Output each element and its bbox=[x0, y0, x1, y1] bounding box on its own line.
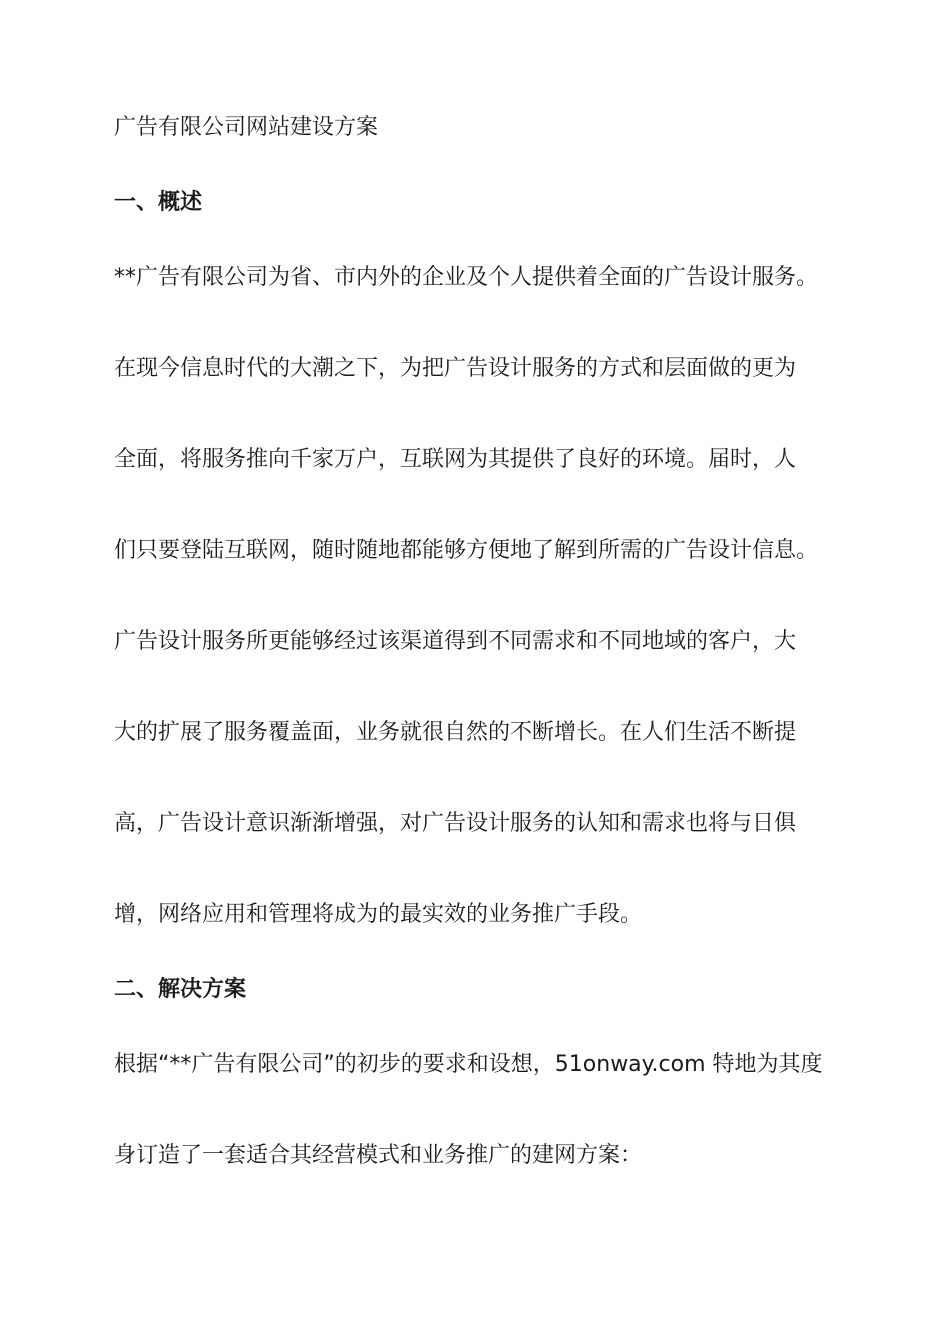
section-heading-solution: 二、解决方案 bbox=[114, 977, 247, 1002]
document-title: 广告有限公司网站建设方案 bbox=[114, 115, 379, 140]
section-heading-overview: 一、概述 bbox=[114, 190, 203, 215]
paragraph-line: 大的扩展了服务覆盖面，业务就很自然的不断增长。在人们生活不断提 bbox=[114, 720, 797, 745]
paragraph-line: 在现今信息时代的大潮之下，为把广告设计服务的方式和层面做的更为 bbox=[114, 356, 797, 381]
paragraph-line: 增，网络应用和管理将成为的最实效的业务推广手段。 bbox=[114, 902, 643, 927]
paragraph-line: 广告设计服务所更能够经过该渠道得到不同需求和不同地域的客户，大 bbox=[114, 629, 797, 654]
paragraph-line: **广告有限公司为省、市内外的企业及个人提供着全面的广告设计服务。 bbox=[114, 265, 819, 290]
paragraph-line: 根据“**广告有限公司”的初步的要求和设想，51onway.com 特地为其度 bbox=[114, 1052, 823, 1077]
paragraph-line: 们只要登陆互联网，随时随地都能够方便地了解到所需的广告设计信息。 bbox=[114, 538, 819, 563]
paragraph-line: 身订造了一套适合其经营模式和业务推广的建网方案： bbox=[114, 1143, 643, 1168]
paragraph-line: 全面，将服务推向千家万户，互联网为其提供了良好的环境。届时，人 bbox=[114, 447, 797, 472]
paragraph-line: 高，广告设计意识渐渐增强，对广告设计服务的认知和需求也将与日俱 bbox=[114, 811, 797, 836]
